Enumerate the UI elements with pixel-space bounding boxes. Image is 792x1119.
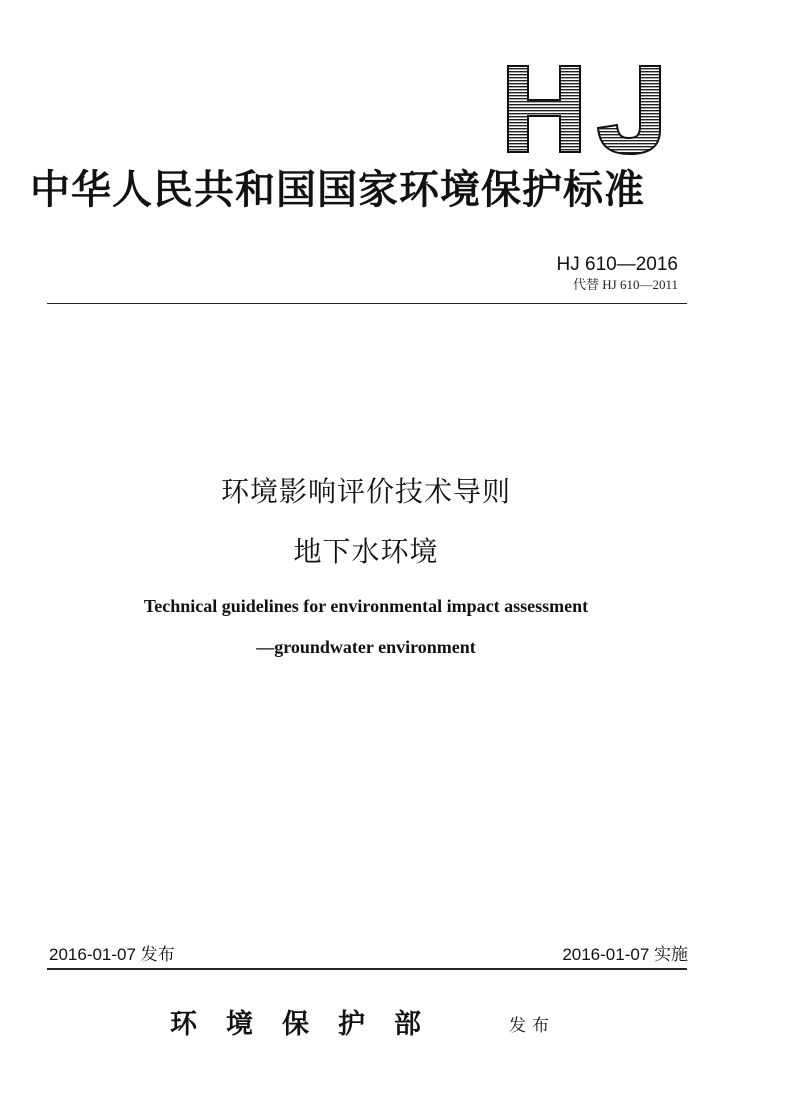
chinese-title-line-2: 地下水环境 [293,535,439,568]
replaced-standard-number: 代替 HJ 610—2011 [573,277,678,292]
implementation-date: 2016-01-07 实施 [562,945,688,964]
chinese-title-line-1: 环境影响评价技术导则 [220,475,511,508]
standard-number: HJ 610—2016 [556,254,678,275]
english-title-line-2: —groundwater environment [256,637,476,657]
hj-logo [500,62,670,157]
english-title-line-1: Technical guidelines for environmental impact assessment [143,596,589,616]
publisher-suffix: 发布 [509,1016,555,1036]
publisher-name: 环境保护部 [170,1009,450,1040]
footer-divider [47,968,687,970]
header-divider [47,303,687,304]
issuing-authority-title: 中华人民共和国国家环境保护标准 [30,166,645,213]
issue-date: 2016-01-07 发布 [49,945,175,964]
